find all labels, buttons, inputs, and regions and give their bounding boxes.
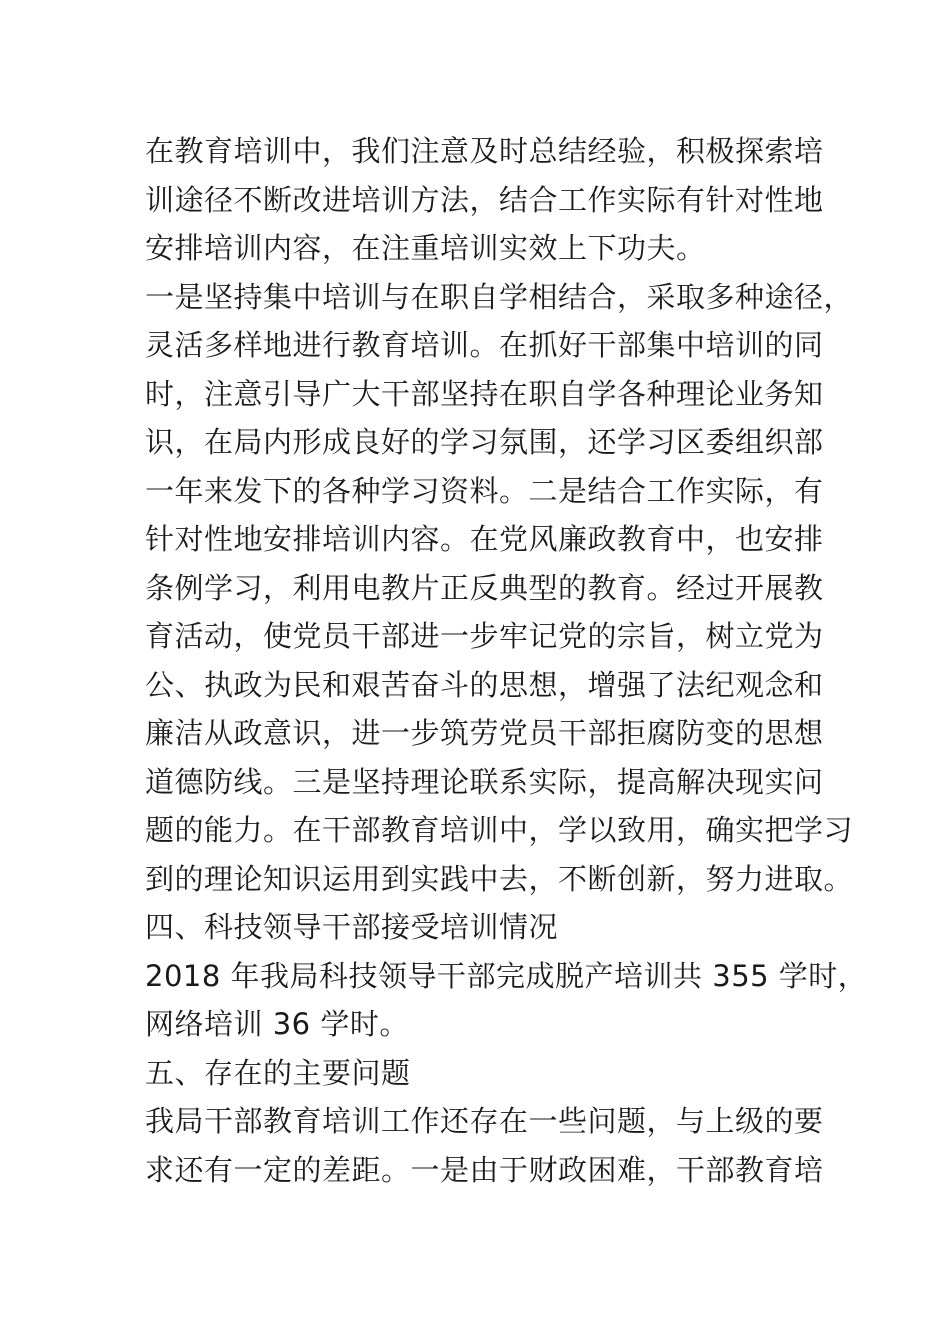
text-line: 安排培训内容，在注重培训实效上下功夫。	[145, 231, 706, 265]
text-line: 到的理论知识运用到实践中去，不断创新，努力进取。	[145, 861, 854, 896]
text-line: 在教育培训中，我们注意及时总结经验，积极探索培	[145, 134, 824, 168]
text-line: 公、执政为民和艰苦奋斗的思想，增强了法纪观念和	[145, 667, 824, 702]
text-line: 训途径不断改进培训方法，结合工作实际有针对性地	[145, 182, 824, 217]
section-heading-five	[145, 1049, 815, 1098]
paragraph-training-hours	[145, 952, 868, 1049]
text-line: 求还有一定的差距。一是由于财政困难，干部教育培	[145, 1152, 824, 1187]
text-line: 条例学习，利用电教片正反典型的教育。经过开展教	[145, 570, 824, 605]
text-line: 一年来发下的各种学习资料。二是结合工作实际，有	[145, 473, 824, 508]
text-line: 针对性地安排培训内容。在党风廉政教育中，也安排	[145, 522, 824, 556]
paragraph-three-points	[145, 273, 854, 904]
section-heading: 四、科技领导干部接受培训情况	[145, 910, 559, 944]
text-line: 道德防线。三是坚持理论联系实际，提高解决现实问	[145, 764, 824, 799]
text-line: 题的能力。在干部教育培训中，学以致用，确实把学习	[145, 813, 854, 847]
text-line: 一是坚持集中培训与在职自学相结合，采取多种途径，	[145, 279, 854, 314]
text-line: 识，在局内形成良好的学习氛围，还学习区委组织部	[145, 425, 824, 459]
paragraph-training-approach	[145, 127, 824, 273]
text-line: 廉洁从政意识，进一步筑劳党员干部拒腐防变的思想	[145, 716, 824, 750]
text-line: 育活动，使党员干部进一步牢记党的宗旨，树立党为	[145, 619, 824, 653]
section-heading-four	[145, 903, 815, 952]
text-line: 时，注意引导广大干部坚持在职自学各种理论业务知	[145, 376, 824, 411]
text-line: 我局干部教育培训工作还存在一些问题，与上级的要	[145, 1104, 824, 1138]
paragraph-problems	[145, 1097, 824, 1194]
text-line: 灵活多样地进行教育培训。在抓好干部集中培训的同	[145, 328, 824, 362]
document-body	[145, 127, 868, 1194]
text-line: 2018 年我局科技领导干部完成脱产培训共 355 学时，	[145, 958, 868, 993]
section-heading: 五、存在的主要问题	[145, 1055, 411, 1090]
text-line: 网络培训 36 学时。	[145, 1007, 409, 1041]
